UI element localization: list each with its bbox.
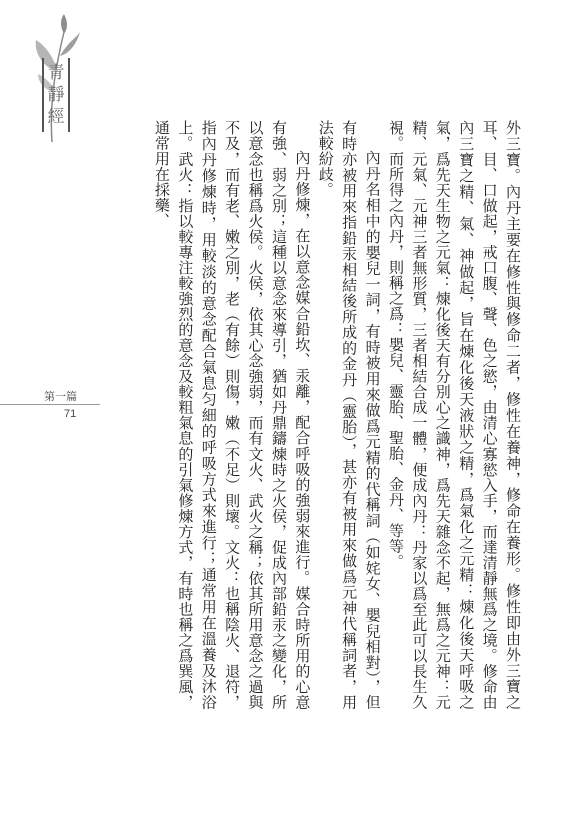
logo-char: 經 — [47, 107, 65, 127]
paragraph: 外三寶。內丹主要在修性與修命二者，修性在養神，修命在養形。修性即由外三寶之耳、目、口做起，戒口腹、聲、色之慾，由清心寡慾入手，而達清靜無爲之境。修命由內三寶之精、氣、神做起，旨在煉化後天液狀之精，爲氣化之元精：煉化後天呼吸之氣，爲先天生物之元氣：煉化後天有分別心之識神，爲先天雜念不起，無爲之元神：元精、元氣、元神三者無形質，三者相結合成一體，便成內丹：丹家以爲至此可以長生久視。而所得之內丹，則稱之爲：嬰兒、靈胎、聖胎、金丹、等等。 — [386, 120, 522, 710]
logo-char: 靜 — [47, 85, 65, 105]
body-text — [132, 120, 524, 710]
logo-char: 青 — [47, 63, 65, 83]
paragraph: 內丹名相中的嬰兒一詞，有時被用來做爲元精的代稱詞（如姹女、嬰兒相對），但有時亦被用來指鉛汞相結後所成的金丹（靈胎），甚亦有被用來做爲元神代稱詞者，用法較紛歧。 — [316, 120, 382, 710]
page-number: 71 — [64, 408, 77, 420]
chapter-divider-line — [0, 404, 100, 405]
book-title-logo — [42, 58, 70, 132]
paragraph: 內丹修煉，在以意念媒合鉛坎、汞離，配合呼吸的強弱來進行。媒合時所用的心意有強、弱之別；這種以意念來導引，猶如丹鼎鑄煉時之火侯，促成內部鉛汞之變化，所以意念也稱爲火侯。火侯，依其心念強弱，而有文火、武火之稱；依其所用意念之過與不及，而有老、嫩之別，老（有餘）則傷，嫩（不足）則壞。文火：也稱陰火、退符，指內丹修煉時，用較淡的意念配合氣息匀細的呼吸方式來進行；通常用在溫養及沐浴上。武火：指以較專注較強烈的意念及較粗氣息的引氣修煉方式，有時也稱之爲巽風，通常用在採藥、 — [152, 120, 312, 710]
chapter-label: 第一篇 — [44, 390, 77, 403]
